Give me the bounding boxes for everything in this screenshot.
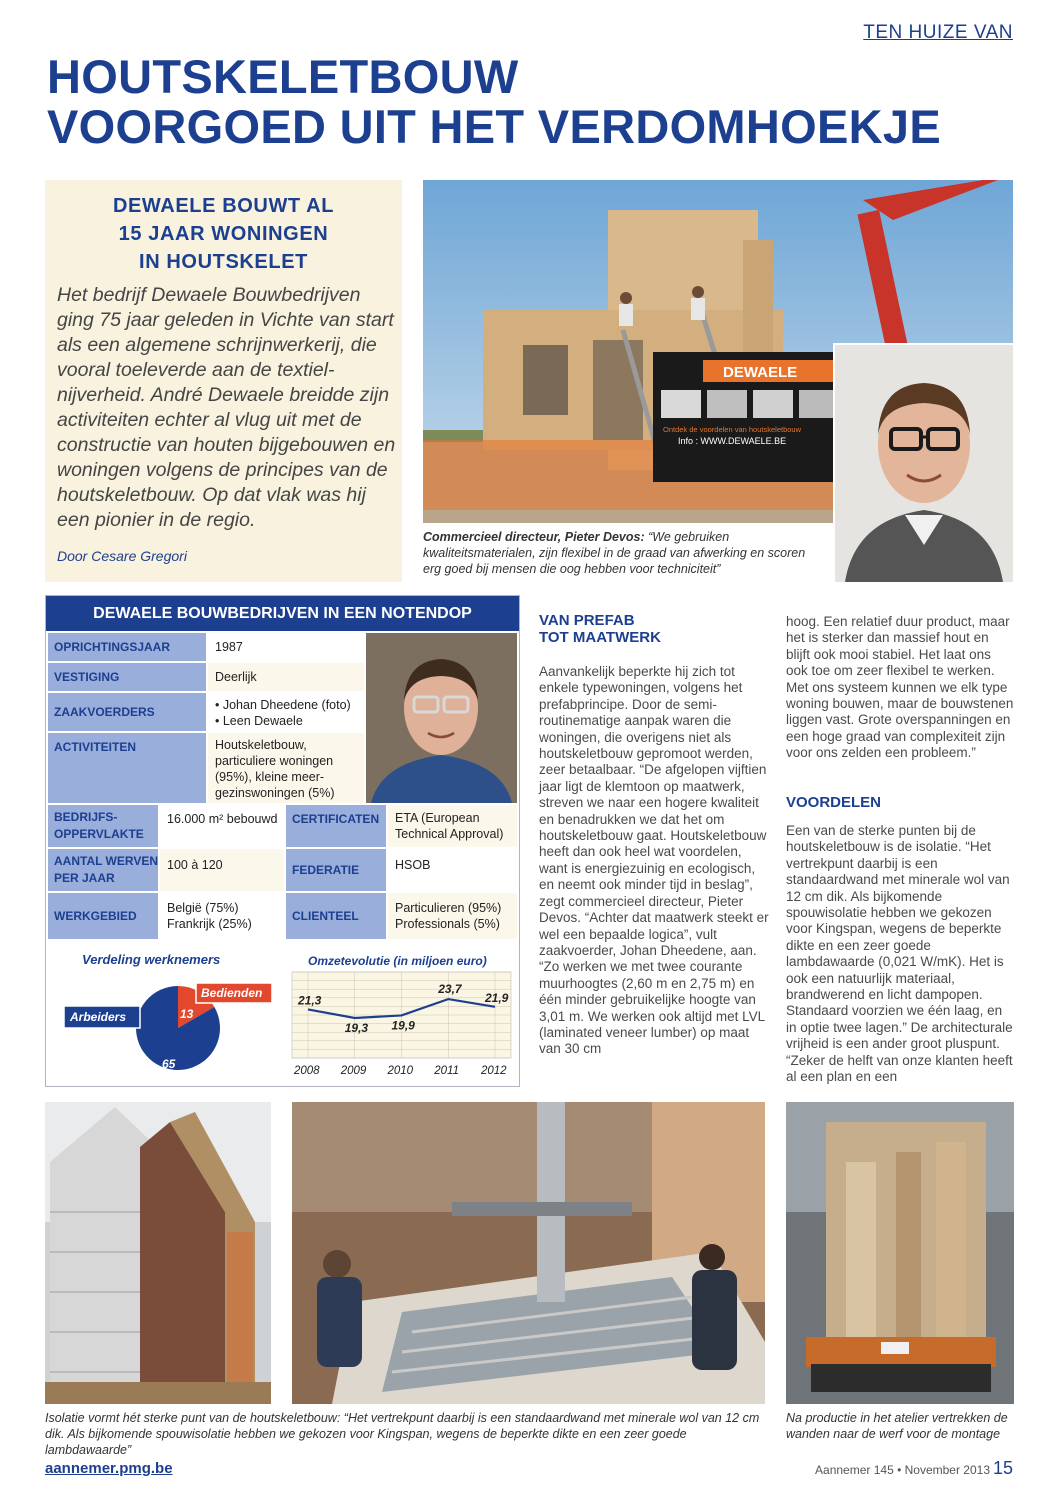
sign-line-1: Ontdek de voordelen van houtskeletbouw	[663, 425, 802, 434]
label-zaakvoerders: ZAAKVOERDERS	[48, 693, 206, 731]
value-zaakvoerders	[208, 693, 364, 731]
owner-photo	[366, 633, 517, 803]
x-tick-2008: 2008	[294, 1065, 320, 1077]
x-tick-2010: 2010	[387, 1065, 414, 1077]
section-heading-voordelen: VOORDELEN	[786, 794, 882, 811]
certificaten-line-2: Technical Approval)	[395, 827, 504, 841]
label-werkgebied: WERKGEBIED	[48, 893, 158, 939]
label-vestiging: VESTIGING	[48, 663, 206, 691]
value-bedrijfsoppervlakte: 16.000 m² bebouwd	[160, 805, 284, 847]
line-chart-title: Omzetevolutie (in miljoen euro)	[308, 954, 487, 968]
line-svg	[286, 946, 517, 1084]
portrait-photo	[833, 343, 1015, 584]
intro-heading-line-1: DEWAELE BOUWT AL	[112, 195, 335, 217]
data-label-2010: 19,9	[391, 1018, 415, 1033]
activiteiten-line-3: (95%), kleine meer-	[215, 770, 325, 784]
intro-heading-line-2: 15 JAAR WONINGEN	[118, 223, 329, 245]
data-label-2008: 21,3	[298, 993, 322, 1008]
label-werven-line-1: AANTAL WERVEN	[54, 854, 159, 868]
x-tick-2012: 2012	[481, 1065, 507, 1077]
workshop-photo	[292, 1102, 765, 1404]
clienteel-line-2: Professionals (5%)	[395, 917, 500, 931]
x-tick-2009: 2009	[340, 1065, 367, 1077]
title-line-2: VOORGOED UIT HET VERDOMHOEKJE	[47, 100, 941, 153]
caption-speaker: Commercieel directeur, Pieter Devos:	[423, 530, 645, 544]
caption-quote: “We gebruiken kwaliteitsmaterialen, zijn flexibel in de graad van afwerking en scoren erg goed bij mensen die oog hebben voor techniciteit”	[423, 530, 806, 576]
footer-website[interactable]: aannemer.pmg.be	[45, 1460, 173, 1477]
label-federatie: FEDERATIE	[286, 849, 386, 891]
line-chart	[286, 946, 517, 1084]
title-line-1: HOUTSKELETBOUW	[47, 50, 519, 103]
factbox	[45, 595, 520, 1087]
transport-photo	[786, 1102, 1014, 1404]
label-bedrijfsoppervlakte	[48, 805, 158, 847]
clienteel-line-1: Particulieren (95%)	[395, 901, 502, 915]
bottom-left-caption: Isolatie vormt hét sterke punt van de houtskeletbouw: “Het vertrekpunt daarbij is een standaardwand met minerale wol van 12 cm dik. Als bijkomende spouwisolatie hebben we gekozen voor Kingspan, wegens de beperkte dikte en een zeer goede lambdawaarde”	[45, 1411, 760, 1457]
label-oppervlakte-line-2: OPPERVLAKTE	[54, 827, 144, 841]
column-3-text-2: Een van de sterke punten bij de houtskeletbouw is de isolatie. “Het vertrekpunt daarbij is een standaardwand met minerale wol van 12 cm dik. Als bijkomende spouwisolatie hebben we gekozen voor Kingspan, wegens de beperkte dikte en een zeer goede lambdawaarde (0,021 W/mK). Het is ook een natuurlijk materiaal, brandwerend en licht dampopen. Standaard voorzien we één laag, en in optie twee lagen.” De architecturale vrijheid is een ander groot pluspunt. “Zeker de helft van onze klanten heeft al een plan en een	[786, 823, 1013, 1085]
sign-brand: DEWAELE	[723, 364, 798, 381]
zaakvoerder-2: • Leen Dewaele	[215, 714, 303, 728]
werkgebied-line-1: België (75%)	[167, 901, 239, 915]
label-certificaten: CERTIFICATEN	[286, 805, 386, 847]
intro-author: Door Cesare Gregori	[57, 548, 187, 564]
column-2-text: Aanvankelijk beperkte hij zich tot enkele typewoningen, volgens het prefabprincipe. Door de semi-routinematige aanpak waren die woningen, die overigens niet als houtskeletbouw gepromoot werden, zeer betaalbaar. “De afgelopen vijftien jaar ligt de klemtoon op maatwerk, streven we naar een hogere kwaliteit en benadrukken we dat het om houtskeletbouw gaat. Houtskeletbouw heeft dan ook heel wat voordelen, want is energiezuinig en ecologisch, en neemt ook minder tijd in beslag”, zegt commercieel directeur, Pieter Devos. “Achter dat maatwerk steekt er wel een bepaalde logica”, vult zaakvoerder, Johan Dheedene, aan. “Zo werken we met twee courante muurhoogtes (2,60 m en 2,75 m) en één minder gebruikelijke hoogte van 3,01 m. We werken ook altijd met LVL (laminated veneer lumber) op maat van 30 cm	[539, 664, 769, 1057]
pie-value-arbeiders: 65	[162, 1057, 176, 1071]
heading-prefab-line-1: VAN PREFAB	[539, 612, 635, 629]
data-label-2009: 19,3	[344, 1021, 369, 1036]
heading-prefab-line-2: TOT MAATWERK	[539, 629, 661, 646]
value-aantal-werven: 100 à 120	[160, 849, 284, 891]
pie-chart-title: Verdeling werknemers	[82, 952, 221, 967]
page-number: 15	[992, 1458, 1013, 1478]
footer-issue: Aannemer 145 • November 2013	[815, 1463, 990, 1477]
activiteiten-line-2: particuliere woningen	[215, 754, 334, 768]
pie-svg	[48, 946, 284, 1084]
bottom-right-caption: Na productie in het atelier vertrekken de wanden naar de werf voor de montage	[786, 1411, 1008, 1441]
top-photo-caption	[423, 529, 818, 577]
label-oprichtingsjaar: OPRICHTINGSJAAR	[48, 633, 206, 661]
label-werven-line-2: PER JAAR	[54, 871, 115, 885]
value-activiteiten	[208, 733, 364, 803]
data-label-2011: 23,7	[438, 982, 462, 997]
column-3-text-1: hoog. Een relatief duur product, maar het is sterker dan massief hout en blijft ook mooi stabiel. Het laat ons ook toe om zeer flexibel te werken. Met ons systeem kunnen we elk type woning bouwen, maar de bouwstenen liggen vast. Grote overspanningen en een hoge graad van complexiteit zijn voor ons zelden een probleem.”	[786, 614, 1014, 761]
activiteiten-line-1: Houtskeletbouw,	[215, 738, 307, 752]
intro-heading	[45, 192, 402, 276]
value-federatie: HSOB	[388, 849, 517, 891]
data-label-2012: 21,9	[485, 990, 509, 1005]
pie-value-bedienden: 13	[180, 1007, 194, 1021]
activiteiten-line-4: gezinswoningen (5%)	[215, 786, 335, 800]
value-certificaten	[388, 805, 517, 847]
intro-heading-line-3: IN HOUTSKELET	[139, 251, 308, 273]
sign-line-2: Info : WWW.DEWAELE.BE	[678, 436, 787, 446]
zaakvoerder-1: • Johan Dheedene (foto)	[215, 698, 351, 712]
value-oprichtingsjaar: 1987	[208, 633, 364, 661]
werkgebied-line-2: Frankrijk (25%)	[167, 917, 252, 931]
page-title	[47, 52, 1027, 152]
value-werkgebied	[160, 893, 284, 939]
value-clienteel	[388, 893, 517, 939]
x-tick-2011: 2011	[434, 1065, 459, 1077]
pie-chart	[48, 946, 284, 1084]
pie-label-bedienden: Bedienden	[201, 986, 263, 1000]
pie-label-arbeiders: Arbeiders	[70, 1010, 127, 1024]
label-oppervlakte-line-1: BEDRIJFS-	[54, 810, 118, 824]
insulation-wall-photo	[45, 1102, 271, 1404]
section-tag: TEN HUIZE VAN	[863, 22, 1013, 43]
section-heading-prefab	[539, 612, 759, 646]
label-aantal-werven	[48, 849, 158, 891]
label-clienteel: CLIENTEEL	[286, 893, 386, 939]
label-activiteiten: ACTIVITEITEN	[48, 733, 206, 803]
intro-box	[45, 180, 402, 582]
factbox-title: DEWAELE BOUWBEDRIJVEN IN EEN NOTENDOP	[46, 596, 519, 631]
value-vestiging: Deerlijk	[208, 663, 364, 691]
certificaten-line-1: ETA (European	[395, 811, 480, 825]
intro-text: Het bedrijf Dewaele Bouwbedrijven ging 75 jaar geleden in Vichte van start als een algemene schrijnwerkerij, die vooral toeleverde aan de textiel-nijverheid. André Dewaele breidde zijn activiteiten echter al vlug uit met de constructie van houten bijgebouwen en woningen volgens de principes van de houtskeletbouw. Op dat vlak was hij een pionier in de regio.	[57, 284, 396, 531]
